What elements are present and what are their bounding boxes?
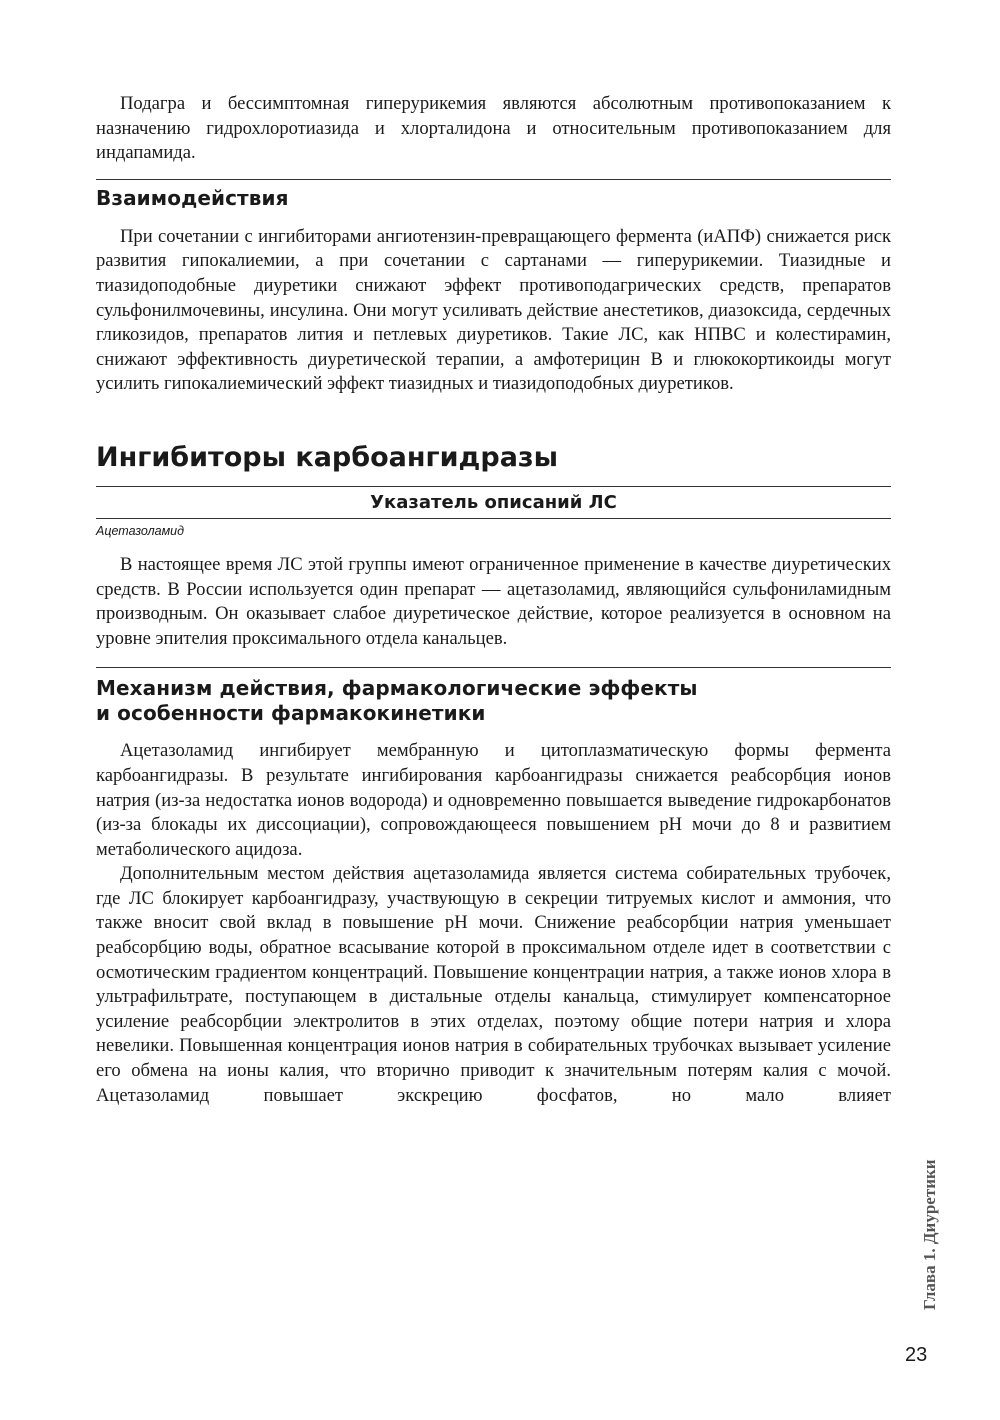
mechanism-heading-line1: Механизм действия, фармакологические эффекты xyxy=(96,676,698,701)
page-number: 23 xyxy=(905,1344,928,1366)
mechanism-heading-line2: и особенности фармакокинетики xyxy=(96,701,486,726)
interactions-paragraph: При сочетании с ингибиторами ангиотензин-превращающего фермента (иАПФ) снижается риск развития гипокалиемии, а при сочетании с сартанами — гиперурикемии. Тиазидные и тиазидоподобные диуретики снижают эффект противоподагрических средств, препаратов сульфонилмочевины, инсулина. Они могут усиливать действие анестетиков, диазоксида, сердечных гликозидов, препаратов лития и петлевых диуретиков. Такие ЛС, как НПВС и колестирамин, снижают эффективность диуретической терапии, а амфотерицин B и глюкокортикоиды могут усилить гипокалиемический эффект тиазидных и тиазидоподобных диуретиков. xyxy=(96,225,891,395)
chapter-running-title: Глава 1. Диуретики xyxy=(920,1159,939,1310)
mechanism-paragraph-1: Ацетазоламид ингибирует мембранную и цитоплазматическую формы фермента карбоангидразы. В результате ингибирования карбоангидразы снижается реабсорбция ионов натрия (из-за недостатка ионов водорода) и одновременно повышается выведение гидрокарбонатов (из-за блокады их диссоциации), сопровождающееся повышением pH мочи до 8 и развитием метаболического ацидоза. xyxy=(96,740,891,860)
group-intro-paragraph: В настоящее время ЛС этой группы имеют ограниченное применение в качестве диуретических средств. В России используется один препарат — ацетазоламид, являющийся сульфониламидным производным. Он оказывает слабое диуретическое действие, которое реализуется в основном на уровне эпителия проксимального отдела канальцев. xyxy=(96,553,891,649)
mechanism-heading xyxy=(96,676,891,726)
section-title: Ингибиторы карбоангидразы xyxy=(96,441,559,473)
index-bottom-rule xyxy=(96,518,891,519)
mechanism-paragraph-2: Дополнительным местом действия ацетазоламида является система собирательных трубочек, где ЛС блокирует карбоангидразу, участвующую в секреции титруемых кислот и аммония, что также вносит свой вклад в повышение pH мочи. Снижение реабсорбции натрия уменьшает реабсорбцию воды, обратное всасывание которой в проксимальном отделе идет в соответствии с осмотическим градиентом концентраций. Повышение концентрации натрия, а также ионов хлора в ультрафильтрате, поступающем в дистальные отделы канальца, стимулирует компенсаторное усиление реабсорбции электролитов в этих отделах, поэтому общие потери натрия и хлора невелики. Повышенная концентрация ионов натрия в собирательных трубочках вызывает усиление его обмена на ионы калия, что вторично приводит к значительным потерям калия с мочой. Ацетазоламид повышает экскрецию фосфатов, но мало влияет xyxy=(96,863,891,1106)
page-content xyxy=(96,92,891,1108)
intro-paragraph: Подагра и бессимптомная гиперурикемия являются абсолютным противопоказанием к назначению гидрохлоротиазида и хлорталидона и относительным противопоказанием для индапамида. xyxy=(96,93,891,164)
section-rule xyxy=(96,667,891,668)
drug-index-item-acetazolamide[interactable]: Ацетазоламид xyxy=(96,523,185,538)
interactions-heading: Взаимодействия xyxy=(96,185,289,210)
section-rule xyxy=(96,179,891,180)
index-top-rule xyxy=(96,486,891,487)
drug-index-title: Указатель описаний ЛС xyxy=(370,491,617,513)
